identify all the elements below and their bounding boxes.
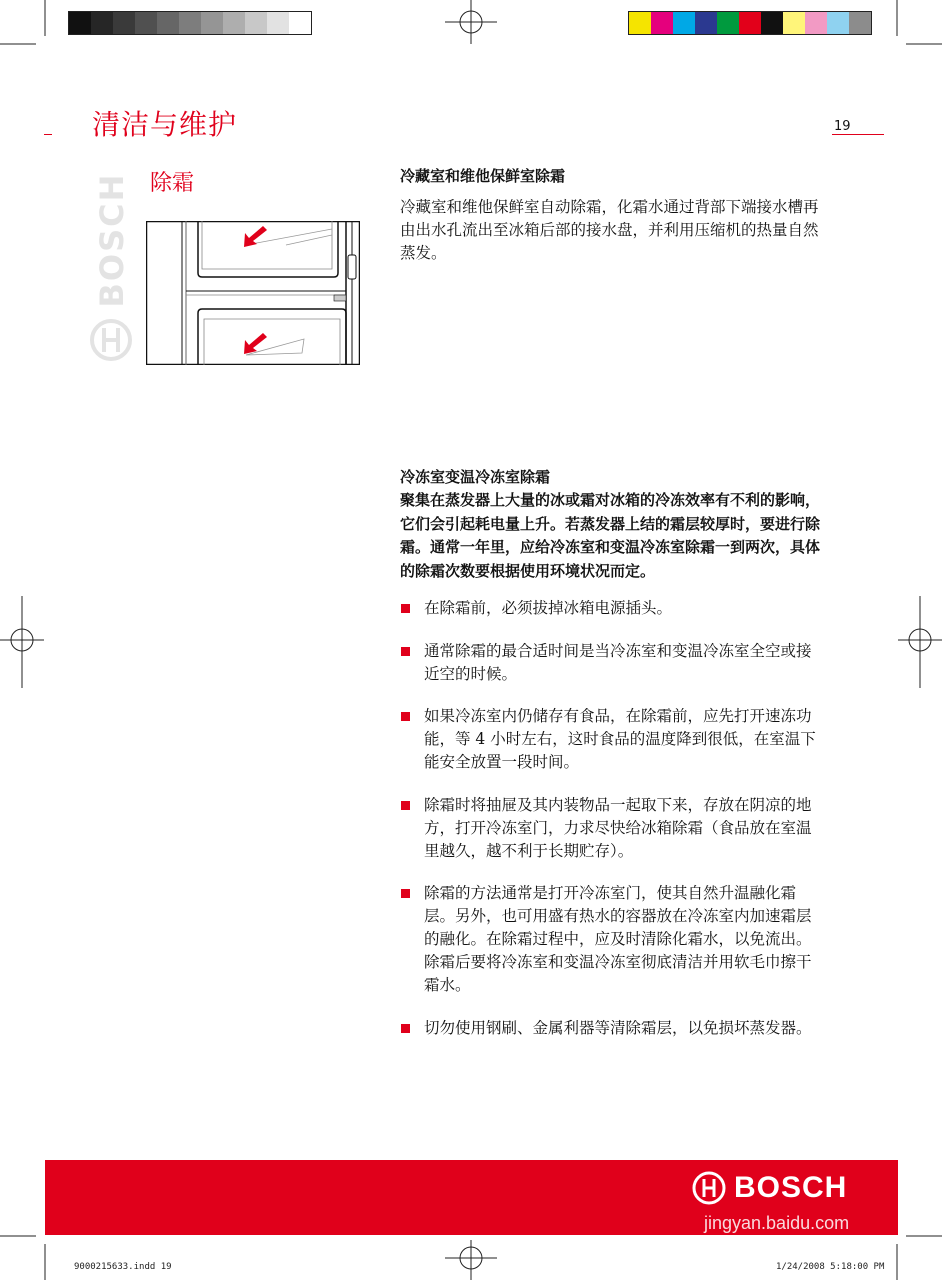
list-item: 除霜时将抽屉及其内装物品一起取下来，存放在阴凉的地方，打开冷冻室门，力求尽快给冰箱除霜（食品放在室温里越久，越不利于长期贮存）。 [400,794,820,863]
fridge-defrost-body: 冷藏室和维他保鲜室自动除霜，化霜水通过背部下端接水槽再由出水孔流出至冰箱后部的接水盘，并利用压缩机的热量自然蒸发。 [400,198,819,262]
subsection-title: 除霜 [150,171,195,196]
brand-vertical-text: BOSCH [93,172,131,308]
print-slug-file: 9000215633.indd 19 [74,1262,172,1272]
list-item: 切勿使用钢刷、金属利器等清除霜层，以免损坏蒸发器。 [400,1017,820,1040]
bullet-square-icon [401,647,410,656]
page-number: 19 [834,119,851,134]
watermark-url: jingyan.baidu.com [704,1213,850,1233]
footer-logo [692,1171,847,1205]
section-title: 清洁与维护 [92,108,238,141]
margin-tick [44,134,52,135]
bullet-square-icon [401,604,410,613]
print-slug-date: 1/24/2008 5:18:00 PM [776,1262,885,1272]
bosch-emblem-icon [692,1171,726,1205]
bosch-emblem-icon [89,318,133,362]
bullet-square-icon [401,801,410,810]
fridge-defrost-heading: 冷藏室和维他保鲜室除霜 [400,167,566,185]
freezer-defrost-intro: 聚集在蒸发器上大量的冰或霜对冰箱的冷冻效率有不利的影响，它们会引起耗电量上升。若蒸发器上结的霜层较厚时，要进行除霜。通常一年里，应给冷冻室和变温冷冻室除霜一到两次，具体的除霜次数要根据使用环境状况而定。 [400,491,821,580]
list-item: 除霜的方法通常是打开冷冻室门，使其自然升温融化霜层。另外，也可用盛有热水的容器放在冷冻室内加速霜层的融化。在除霜过程中，应及时清除化霜水，以免流出。除霜后要将冷冻室和变温冷冻室彻底清洁并用软毛巾擦干霜水。 [400,882,820,997]
bullet-square-icon [401,889,410,898]
bullet-square-icon [401,712,410,721]
footer-brand-wordmark: BOSCH [734,1171,848,1204]
freezer-defrost-heading: 冷冻室变温冷冻室除霜 [400,468,551,486]
bullet-square-icon [401,1024,410,1033]
list-item: 在除霜前，必须拔掉冰箱电源插头。 [400,597,820,620]
page-number-rule [832,134,884,135]
list-item: 如果冷冻室内仍储存有食品，在除霜前，应先打开速冻功能，等 4 小时左右，这时食品的温度降到很低，在室温下能安全放置一段时间。 [400,705,820,774]
fridge-drawer-defrost-icon [146,221,360,365]
list-item: 通常除霜的最合适时间是当冷冻室和变温冷冻室全空或接近空的时候。 [400,640,820,686]
defrost-instructions-list [400,597,820,1059]
